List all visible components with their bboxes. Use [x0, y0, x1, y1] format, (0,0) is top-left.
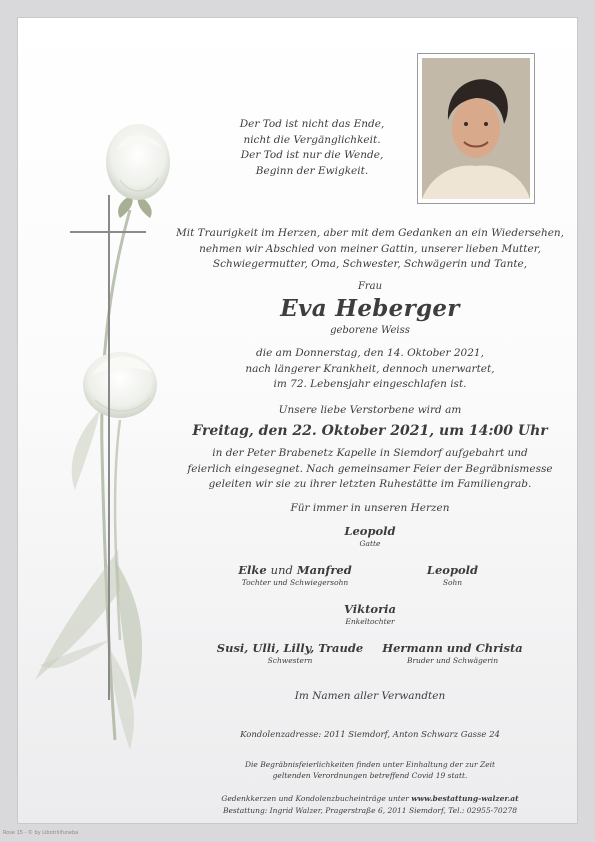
- quote-line: Der Tod ist nicht das Ende,: [239, 118, 385, 130]
- mourner-name: Leopold: [426, 563, 479, 577]
- quote-line: Der Tod ist nur die Wende,: [240, 149, 384, 161]
- mourner-name: Elke und Manfred: [238, 563, 352, 577]
- white-rose-illustration: [20, 120, 170, 760]
- death-line: die am Donnerstag, den 14. Oktober 2021,: [256, 347, 484, 359]
- mourner-relation: Schwestern: [267, 656, 313, 665]
- mourner-relation: Sohn: [442, 578, 463, 587]
- quote-line: Beginn der Ewigkeit.: [255, 164, 369, 177]
- memorial-line: Gedenkkerzen und Kondolenzbucheinträge unter www.bestattung-walzer.at: [221, 794, 519, 803]
- mourner-husband: [300, 524, 440, 548]
- mourner-name: Hermann und Christa: [382, 641, 523, 655]
- mourner-relation: Bruder und Schwägerin: [406, 656, 499, 665]
- funeral-text: [160, 446, 580, 493]
- mourner-relation: Tochter und Schwiegersohn: [241, 578, 349, 587]
- family-closing: Im Namen aller Verwandten: [294, 690, 446, 702]
- portrait-photo: [422, 58, 530, 199]
- funeral-home: Bestattung: Ingrid Walzer, Pragerstraße 6, 2011 Siemdorf, Tel.: 02955-70278: [222, 805, 518, 815]
- intro-line: nehmen wir Abschied von meiner Gattin, unserer lieben Mutter,: [199, 242, 541, 255]
- intro-line: Schwiegermutter, Oma, Schwester, Schwägerin und Tante,: [212, 258, 528, 270]
- covid-note: [160, 759, 580, 781]
- mourner-relation: Gatte: [359, 539, 381, 548]
- covid-note-line: Die Begräbnisfeierlichkeiten finden unter Einhaltung der zur Zeit: [244, 760, 496, 769]
- intro-line: Mit Traurigkeit im Herzen, aber mit dem Gedanken an ein Wiedersehen,: [175, 227, 565, 239]
- mourner-name: Viktoria: [344, 602, 396, 616]
- mourner-name: Leopold: [344, 524, 396, 538]
- mourner-brother: [375, 641, 530, 665]
- mourner-sisters: [205, 641, 375, 665]
- funeral-line: in der Peter Brabenetz Kapelle in Siemdorf aufgebahrt und: [212, 447, 528, 459]
- covid-note-line: geltenden Verordnungen betreffend Covid 19 statt.: [272, 771, 468, 780]
- website-link[interactable]: www.bestattung-walzer.at: [411, 794, 519, 803]
- funeral-lead: Unsere liebe Verstorbene wird am: [278, 404, 462, 416]
- memorial-info: [160, 793, 580, 816]
- salutation: Frau: [357, 281, 383, 292]
- mourner-relation: Enkeltochter: [345, 617, 395, 626]
- quote-line: nicht die Vergänglichkeit.: [243, 133, 381, 146]
- portrait-photo-frame: [417, 53, 535, 204]
- poem-quote: [200, 117, 424, 179]
- template-footer: Rose 15 - © by Libotrilifuneba: [3, 830, 79, 836]
- funeral-line: geleiten wir sie zu ihrer letzten Ruhestätte im Familiengrab.: [208, 478, 532, 490]
- deceased-name: Eva Heberger: [280, 295, 460, 322]
- funeral-line: feierlich eingesegnet. Nach gemeinsamer Feier der Begräbnismesse: [187, 462, 553, 475]
- funeral-date: Freitag, den 22. Oktober 2021, um 14:00 Uhr: [192, 423, 548, 439]
- mourner-son: [390, 563, 515, 587]
- condolence-address: Kondolenzadresse: 2011 Siemdorf, Anton Schwarz Gasse 24: [240, 730, 500, 740]
- mourner-daughter: [225, 563, 365, 587]
- intro-text: [160, 226, 580, 273]
- birth-name: geborene Weiss: [330, 325, 410, 336]
- mourner-grandchild: [300, 602, 440, 626]
- cross-horizontal: [70, 231, 146, 233]
- forever-in-hearts: Für immer in unseren Herzen: [290, 502, 450, 514]
- mourner-name: Susi, Ulli, Lilly, Traude: [216, 641, 364, 655]
- death-line: nach längerer Krankheit, dennoch unerwartet,: [245, 362, 495, 375]
- cross-vertical: [108, 195, 110, 700]
- death-info: [160, 346, 580, 393]
- death-line: im 72. Lebensjahr eingeschlafen ist.: [273, 378, 467, 390]
